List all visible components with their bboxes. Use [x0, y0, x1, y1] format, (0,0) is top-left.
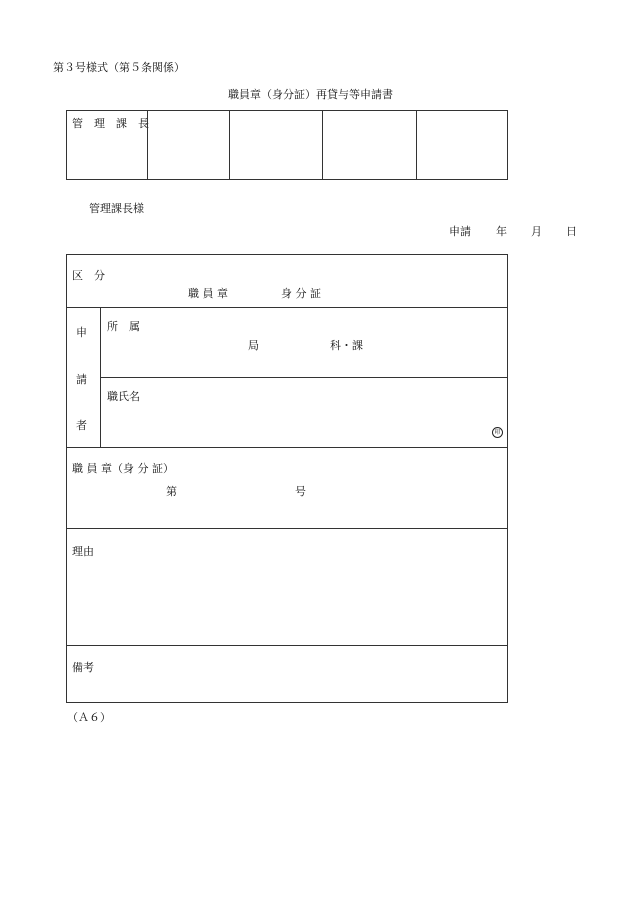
approval-stamp-box	[66, 110, 508, 180]
badge-label: 職 員 章（身 分 証）	[72, 462, 174, 475]
applicant-char-3: 者	[76, 419, 87, 432]
affiliation-section[interactable]: 科・課	[330, 339, 363, 352]
row-divider	[67, 645, 507, 646]
affiliation-label: 所 属	[107, 320, 140, 333]
form-number-label: 第３号様式（第５条関係）	[53, 61, 185, 74]
page-title: 職員章（身分証）再貸与等申請書	[228, 88, 393, 101]
date-day: 日	[566, 225, 577, 238]
row-divider	[67, 447, 507, 448]
approval-divider	[229, 111, 230, 179]
row-divider	[67, 528, 507, 529]
kubun-option-shokuinsho[interactable]: 職 員 章	[188, 287, 228, 300]
approval-divider	[322, 111, 323, 179]
row-divider	[67, 307, 507, 308]
row-divider	[100, 377, 507, 378]
date-shinsei: 申請	[449, 225, 471, 238]
reason-label: 理由	[72, 545, 94, 558]
date-year: 年	[496, 225, 507, 238]
approval-divider	[416, 111, 417, 179]
kubun-option-mibunsho[interactable]: 身 分 証	[281, 287, 321, 300]
badge-number-go: 号	[295, 485, 306, 498]
application-form-table	[66, 254, 508, 703]
kubun-label: 区 分	[72, 269, 105, 282]
affiliation-bureau[interactable]: 局	[248, 339, 259, 352]
remarks-label: 備考	[72, 661, 94, 674]
approval-divider	[147, 111, 148, 179]
name-label: 職氏名	[107, 390, 140, 403]
badge-number-dai[interactable]: 第	[166, 485, 177, 498]
applicant-char-1: 申	[76, 326, 87, 339]
date-month: 月	[531, 225, 542, 238]
paper-size-label: （Ａ６）	[67, 711, 111, 724]
addressee: 管理課長様	[89, 202, 144, 215]
applicant-char-2: 請	[76, 373, 87, 386]
seal-icon: 印	[492, 427, 503, 438]
approval-header-label: 管 理 課 長	[72, 117, 149, 130]
